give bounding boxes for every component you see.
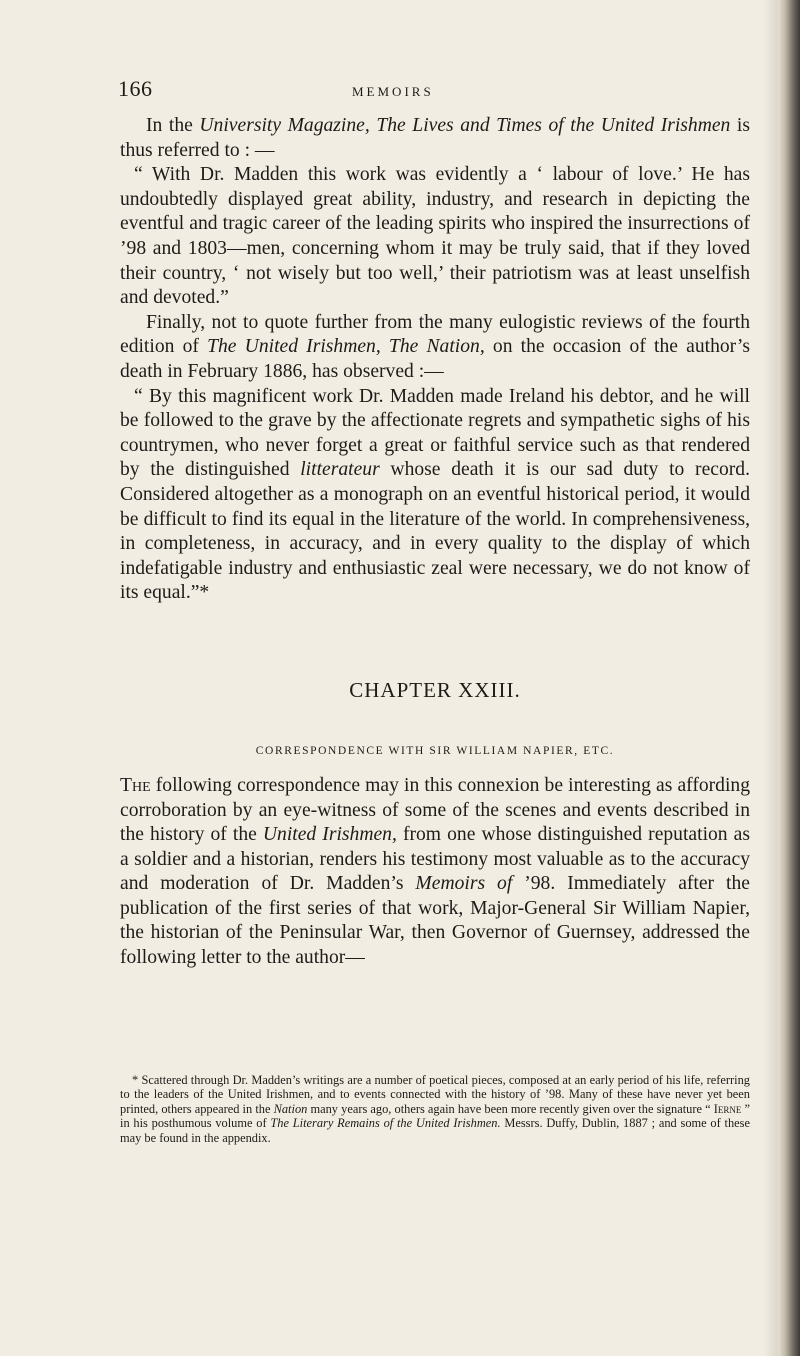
title-italic: The United Irishmen, The Nation, <box>207 336 485 358</box>
signature-name: Ierne <box>713 1101 742 1116</box>
intro-paragraph: In the University Magazine, The Lives and Times of the United Irishmen is thus referred to : — <box>120 115 750 161</box>
title-italic: Nation <box>273 1101 308 1116</box>
title-italic: United Irishmen, <box>262 824 397 845</box>
running-head: MEMOIRS <box>352 84 434 99</box>
page-number: 166 <box>118 76 153 101</box>
quote-university-magazine: “ With Dr. Madden this work was evidently a ‘ labour of love.’ He has undoubtedly displayed great ability, industry, and research in depicting the eventful and tragic career of the leading spirits who inspired the insurrections of ’98 and 1803—men, concerning whom it may be truly said, that if they loved their country, ‘ not wisely but too well,’ their patriotism was at least unselfish and devoted.” <box>120 164 750 309</box>
chapter-text <box>120 774 750 970</box>
chapter-opening-paragraph: The following correspondence may in this connexion be interesting as affording corroboration by an eye-witness of some of the scenes and events described in the history of the United Irishmen, from one whose distinguished reputation as a soldier and a historian, renders his testimony most valuable as to the accuracy and moderation of Dr. Madden’s Memoirs of ’98. Immediately after the publication of the first series of that work, Major-General Sir William Napier, the historian of the Peninsular War, then Governor of Guernsey, addressed the following letter to the author— <box>120 775 750 968</box>
chapter-subtitle: CORRESPONDENCE WITH SIR WILLIAM NAPIER, ETC. <box>255 745 615 757</box>
title-italic: The Literary Remains of the United Irishmen. <box>270 1116 501 1131</box>
body-text <box>120 114 750 606</box>
chapter-title: CHAPTER XXIII. <box>349 678 521 702</box>
word-italic: litterateur <box>300 459 380 481</box>
finally-paragraph: Finally, not to quote further from the many eulogistic reviews of the fourth edition of The United Irishmen, The Nation, on the occasion of the author’s death in February 1886, has observed :— <box>120 311 750 382</box>
quote-nation: “ By this magnificent work Dr. Madden made Ireland his debtor, and he will be followed to the grave by the affectionate regrets and sympathetic sighs of his countrymen, who never forget a great or faithful service such as that rendered by the distinguished litterateur whose death it is our sad duty to record. Considered altogether as a monograph on an eventful historical period, it would be difficult to find its equal in the literature of the world. In comprehensiveness, in completeness, in accuracy, and in every quality to the display of which indefatigable industry and enthusiastic zeal were necessary, we do not know of its equal.”* <box>120 385 750 604</box>
title-italic: Memoirs of <box>415 873 513 894</box>
footnote <box>120 1073 750 1145</box>
footnote-text: * Scattered through Dr. Madden’s writings are a number of poetical pieces, composed at an early period of his life, referring to the leaders of the United Irishmen, and to events connected with the history of ’98. Many of these have never yet been printed, others appeared in the Nation many years ago, others again have been more recently given over the signature “ Ierne ” in his posthumous volume of The Literary Remains of the United Irishmen. Messrs. Duffy, Dublin, 1887 ; and some of these may be found in the appendix. <box>120 1073 750 1145</box>
title-italic: University Magazine, The Lives and Times of the United Irishmen <box>199 115 731 136</box>
lead-word: The <box>120 775 151 796</box>
